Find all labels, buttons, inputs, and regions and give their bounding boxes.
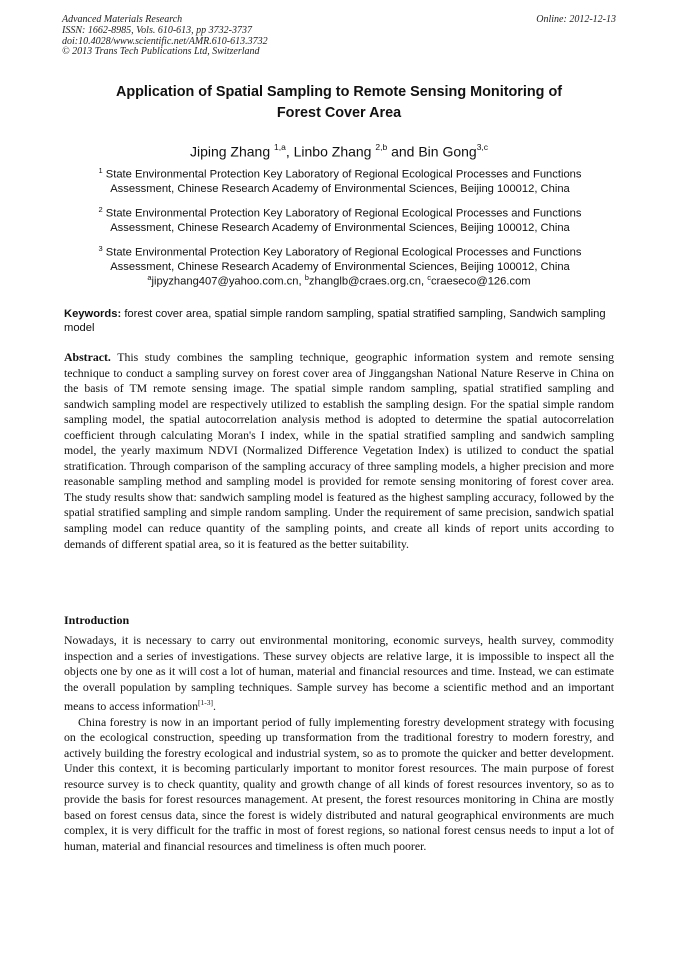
affiliations [66,164,614,281]
keywords-text: forest cover area, spatial simple random sampling, spatial stratified sampling, Sandwich sampling model [64,308,606,334]
email-separator: , [298,275,305,288]
affiliation-number: 3 [98,243,103,253]
title-line-1: Application of Spatial Sampling to Remote Sensing Monitoring of [115,84,563,100]
journal-name: Advanced Materials Research [62,14,183,25]
email-sup: a [147,273,152,282]
keywords [64,308,614,336]
author-separator: and [387,143,419,160]
abstract [64,350,614,552]
author-separator: , [285,143,294,160]
title-line-2: Forest Cover Area [276,105,402,121]
online-date: Online: 2012-12-13 [536,14,616,25]
doi-link[interactable]: doi:10.4028/www.scientific.net/AMR.610-613.3732 [62,35,268,47]
affiliation [66,203,614,236]
author-sup: 1,a [274,142,286,152]
citation-ref[interactable]: [1-3] [197,698,213,708]
keywords-label: Keywords: [64,308,122,320]
journal-header [62,15,616,58]
affiliation-text: State Environmental Protection Key Laboratory of Regional Ecological Processes and Functions Assessment, Chinese Research Academy of Environmental Sciences, Beijing 100012, China [105,207,582,235]
abstract-text: This study combines the sampling technique, geographic information system and remote sensing technique to conduct a sampling survey on forest cover area of Jinggangshan National Nature Reserve in China on the basis of TM remote sensing image. The spatial simple random sampling, spatial stratified sampling and sandwich sampling model are respectively utilized to establish the sampling design. For the spatial simple random sampling model, the spatial autocorrelation analysis method is adopted to determine the spatial autocorrelation coefficient through calculating Moran's I index, while in the spatial stratified sampling and sandwich sampling model, the yearly maximum NDVI (Normalized Difference Vegetation Index) is utilized to conduct the spatial stratification. Through comparison of the sampling accuracy of three sampling models, a higher precision and more reasonable sampling method and sampling model is provided for remote sensing monitoring of forest cover area. The study results show that: sandwich sampling model is featured as the highest sampling accuracy, followed by the spatial stratified sampling and simple random sampling. Under the requirement of same precision, sandwich spatial sampling model can reduce quantity of the sampling points, and create all kinds of report units according to demands of different spatial area, so it is featured as the better suitability. [64,350,614,551]
copyright-line: © 2013 Trans Tech Publications Ltd, Switzerland [62,46,260,58]
affiliation [66,242,614,275]
issn-line: ISSN: 1662-8985, Vols. 610-613, pp 3732-3737 [62,24,252,36]
paragraph-text: Nowadays, it is necessary to carry out environmental monitoring, economic surveys, health survey, commodity inspection and a series of investigations. These survey objects are relative large, it is impossible to inspect all the objects one by one as it will cost a lot of human, material and financial resources and time. Instead, we can estimate the overall population by sampling techniques. Sample survey has become a scientific method and an important means to access information [64,633,614,714]
email-list [64,271,614,289]
affiliation-text: State Environmental Protection Key Laboratory of Regional Ecological Processes and Functions Assessment, Chinese Research Academy of Environmental Sciences, Beijing 100012, China [105,246,582,274]
email-separator: , [420,275,428,288]
abstract-label: Abstract. [64,350,111,364]
email-sup: c [427,273,431,282]
affiliation-number: 1 [98,166,103,175]
email-link[interactable]: zhanglb@craes.org.cn [308,275,421,288]
affiliation-text: State Environmental Protection Key Laboratory of Regional Ecological Processes and Functions Assessment, Chinese Research Academy of Environmental Sciences, Beijing 100012, China [105,168,582,196]
email-sup: b [304,273,309,282]
author-name: Bin Gong [418,143,477,160]
paragraph-end: . [212,699,216,714]
author-name: Linbo Zhang [293,143,372,160]
email-link[interactable]: craeseco@126.com [430,275,531,288]
section-heading-introduction: Introduction [64,613,130,627]
introduction-body [64,633,614,855]
paragraph [64,633,614,715]
paper-title [64,82,614,124]
author-sup: 2,b [375,142,388,152]
author-list [64,139,614,161]
affiliation-number: 2 [98,204,103,214]
affiliation [66,164,614,197]
email-link[interactable]: jipyzhang407@yahoo.com.cn [151,275,299,288]
author-sup: 3,c [476,142,489,152]
author-name: Jiping Zhang [189,143,271,160]
paragraph: China forestry is now in an important period of fully implementing forestry development strategy with focusing on the ecological construction, speeding up transformation from the traditional forestry to modern forestry, and actively building the forestry ecological and industrial system, so as to promote the quicker and better development. Under this context, it is becoming particularly important to monitor forest resources. The main purpose of forest resource survey is to check quantity, quality and growth change of all kinds of forest resources inventory, so as to provide the basis for forest resources management. At present, the forest resources monitoring in China are mostly based on forest census data, since the forest is widely distributed and natural geographical environments are much complex, it is very difficult for the traffic in most of forest regions, so national forest census needs to input a lot of human, material and financial resources and timeliness is often much poorer. [64,714,614,854]
